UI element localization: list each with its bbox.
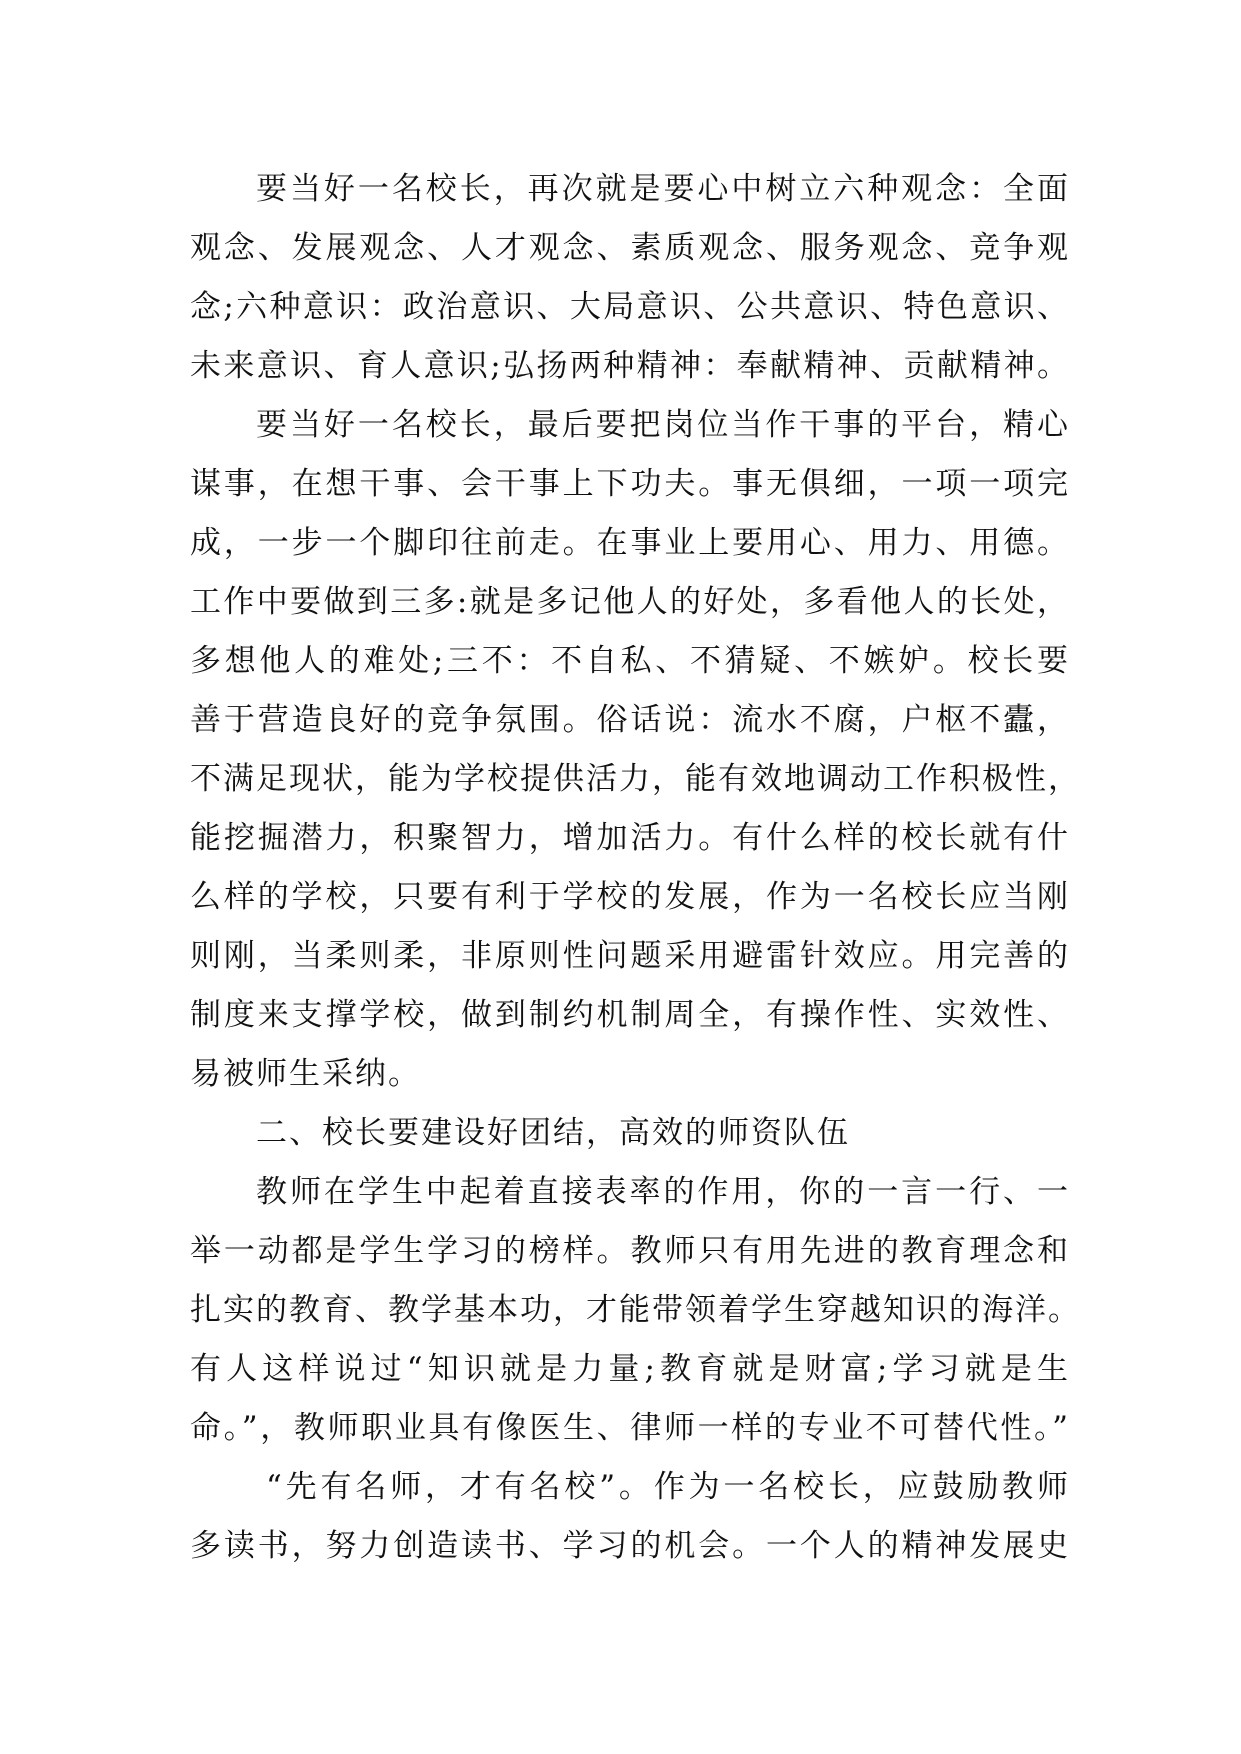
paragraph-line: 观念、发展观念、人才观念、素质观念、服务观念、竞争观	[190, 230, 1070, 266]
paragraph-line: 易被师生采纳。	[190, 1056, 421, 1092]
paragraph-line: 念;六种意识：政治意识、大局意识、公共意识、特色意识、	[190, 289, 1070, 325]
document-body	[190, 160, 1081, 1576]
paragraph-line: 教师在学生中起着直接表率的作用，你的一言一行、一	[256, 1174, 1070, 1210]
paragraph-line: 举一动都是学生学习的榜样。教师只有用先进的教育理念和	[190, 1233, 1070, 1269]
paragraph-line: 善于营造良好的竞争氛围。俗话说：流水不腐，户枢不蠹，	[190, 702, 1070, 738]
paragraph-line: 未来意识、育人意识;弘扬两种精神：奉献精神、贡献精神。	[190, 348, 1070, 384]
paragraph	[190, 1163, 1081, 1458]
paragraph	[190, 160, 1070, 396]
paragraph-line: 要当好一名校长，再次就是要心中树立六种观念：全面	[256, 171, 1070, 207]
paragraph	[190, 396, 1081, 1104]
paragraph-line: 能挖掘潜力，积聚智力，增加活力。有什么样的校长就有什	[190, 820, 1070, 856]
paragraph-line: “先有名师，才有名校”。作为一名校长，应鼓励教师	[266, 1469, 1070, 1505]
paragraph-line: 有人这样说过“知识就是力量;教育就是财富;学习就是生	[190, 1351, 1070, 1387]
paragraph-line: 么样的学校，只要有利于学校的发展，作为一名校长应当刚	[190, 879, 1070, 915]
paragraph-line: 要当好一名校长，最后要把岗位当作干事的平台，精心	[256, 407, 1070, 443]
paragraph-line: 多读书，努力创造读书、学习的机会。一个人的精神发展史	[190, 1528, 1070, 1564]
paragraph-line: 成，一步一个脚印往前走。在事业上要用心、用力、用德。	[190, 525, 1070, 561]
paragraph-line: 制度来支撑学校，做到制约机制周全，有操作性、实效性、	[190, 997, 1070, 1033]
paragraph	[190, 1458, 1070, 1576]
paragraph-line: 工作中要做到三多:就是多记他人的好处，多看他人的长处，	[190, 584, 1070, 620]
paragraph-line: 扎实的教育、教学基本功，才能带领着学生穿越知识的海洋。	[190, 1292, 1081, 1328]
paragraph-line: 多想他人的难处;三不：不自私、不猜疑、不嫉妒。校长要	[190, 643, 1070, 679]
section-heading-block	[190, 1104, 1070, 1163]
paragraph-line: 谋事，在想干事、会干事上下功夫。事无俱细，一项一项完	[190, 466, 1070, 502]
paragraph-line: 不满足现状，能为学校提供活力，能有效地调动工作积极性，	[190, 761, 1081, 797]
paragraph-line: 则刚，当柔则柔，非原则性问题采用避雷针效应。用完善的	[190, 938, 1070, 974]
paragraph-line: 命。”，教师职业具有像医生、律师一样的专业不可替代性。”	[190, 1410, 1070, 1446]
section-heading: 二、校长要建设好团结，高效的师资队伍	[256, 1115, 850, 1151]
